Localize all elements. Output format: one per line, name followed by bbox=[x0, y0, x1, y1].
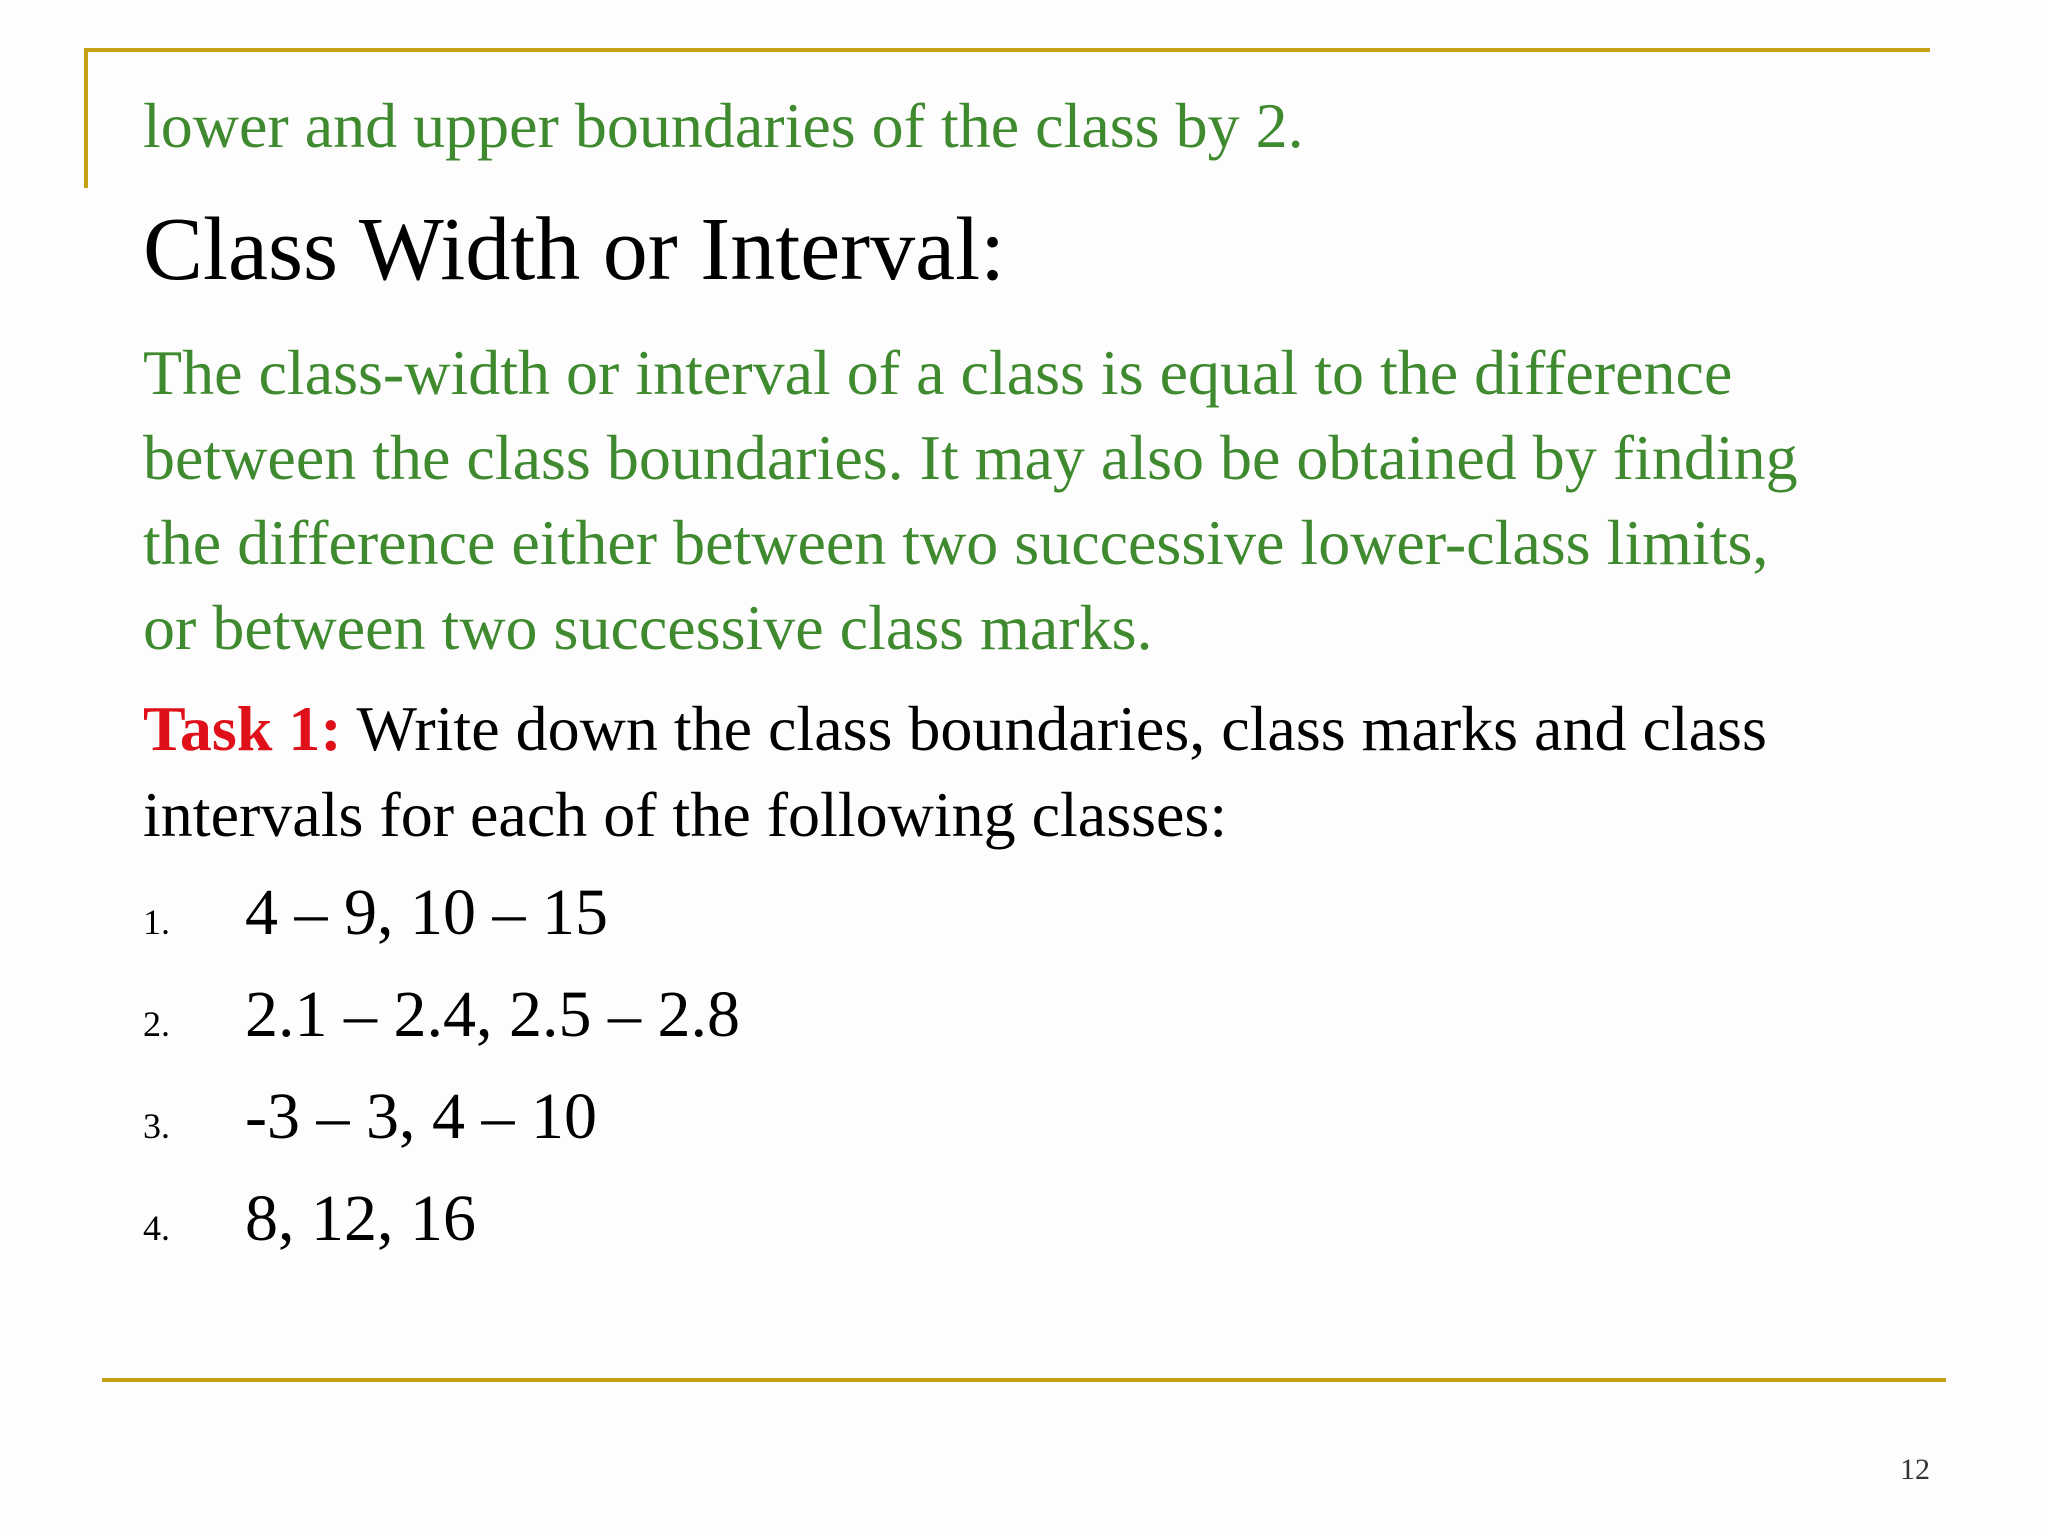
definition-line: The class-width or interval of a class is equal to the difference bbox=[143, 337, 1733, 408]
list-item-text: 8, 12, 16 bbox=[245, 1182, 476, 1255]
page-number: 12 bbox=[1900, 1453, 1930, 1486]
definition-paragraph bbox=[143, 330, 1943, 670]
top-rule bbox=[84, 48, 1930, 52]
left-rule bbox=[84, 48, 88, 188]
definition-line: or between two successive class marks. bbox=[143, 592, 1153, 663]
section-heading: Class Width or Interval: bbox=[143, 200, 1006, 299]
task-text-2: intervals for each of the following classes: bbox=[143, 779, 1228, 850]
list-number: 4. bbox=[143, 1208, 170, 1248]
list-number: 1. bbox=[143, 902, 170, 942]
bottom-rule bbox=[102, 1378, 1946, 1382]
task-paragraph bbox=[143, 686, 1943, 858]
task-line-1 bbox=[143, 686, 1943, 772]
list-item-text: 4 – 9, 10 – 15 bbox=[245, 876, 608, 949]
task-label: Task 1: bbox=[143, 693, 342, 764]
list-number: 2. bbox=[143, 1004, 170, 1044]
list-item-text: -3 – 3, 4 – 10 bbox=[245, 1080, 597, 1153]
intro-line: lower and upper boundaries of the class by 2. bbox=[143, 90, 1304, 161]
task-text-1: Write down the class boundaries, class marks and class bbox=[341, 693, 1767, 764]
definition-line: the difference either between two successive lower-class limits, bbox=[143, 507, 1769, 578]
list-number: 3. bbox=[143, 1106, 170, 1146]
definition-line: between the class boundaries. It may also be obtained by finding bbox=[143, 422, 1798, 493]
list-item-text: 2.1 – 2.4, 2.5 – 2.8 bbox=[245, 978, 740, 1051]
